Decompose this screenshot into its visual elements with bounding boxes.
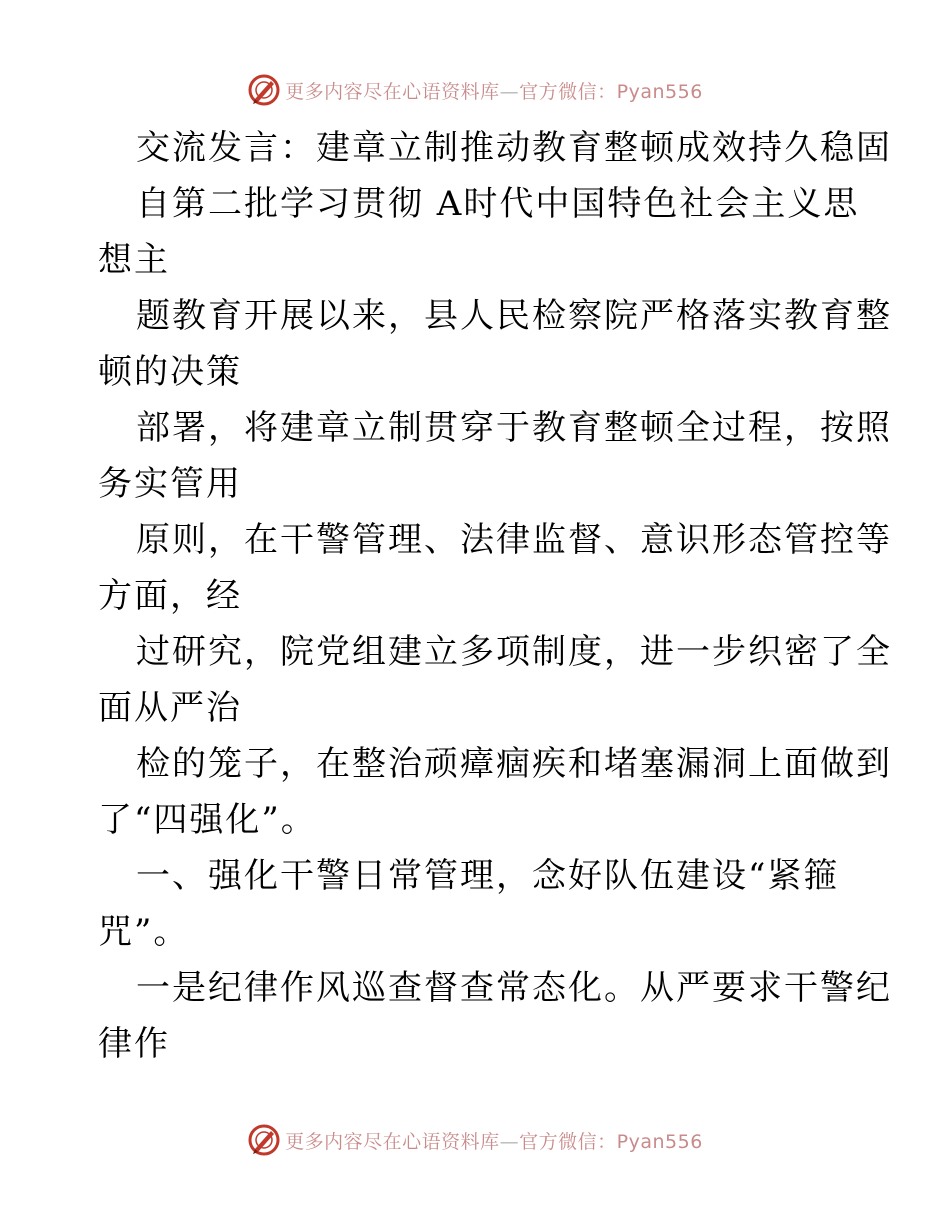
text-line: 面从严治 — [98, 688, 242, 728]
document-title: 交流发言：建章立制推动教育整顿成效持久稳固 — [136, 128, 892, 168]
text-line: 顿的决策 — [98, 352, 242, 392]
pen-logo-icon — [247, 1123, 281, 1157]
text-line: 自第二批学习贯彻 A时代中国特色社会主义思 — [136, 184, 860, 224]
document-body — [98, 120, 892, 1072]
text-line: 务实管用 — [98, 464, 242, 504]
banner-dash: — — [499, 1130, 520, 1153]
banner-dash: — — [499, 80, 520, 103]
text-line: 一是纪律作风巡查督查常态化。从严要求干警纪 — [136, 968, 892, 1008]
text-line: 了“四强化”。 — [98, 800, 317, 840]
text-line: 咒”。 — [98, 912, 190, 952]
footer-watermark-banner — [0, 1120, 950, 1160]
text-line: 检的笼子，在整治顽瘴痼疾和堵塞漏洞上面做到 — [136, 744, 892, 784]
text-line: 原则，在干警管理、法律监督、意识形态管控等 — [136, 520, 892, 560]
banner-wechat-text: 官方微信：Pyan556 — [519, 1130, 703, 1153]
pen-logo-icon — [247, 73, 281, 107]
section-heading: 一、强化干警日常管理，念好队伍建设“紧箍 — [136, 856, 840, 896]
text-line: 想主 — [98, 240, 170, 280]
text-line: 题教育开展以来，县人民检察院严格落实教育整 — [136, 296, 892, 336]
banner-wechat-text: 官方微信：Pyan556 — [519, 80, 703, 103]
banner-main-text: 更多内容尽在心语资料库 — [285, 80, 500, 103]
text-line: 过研究，院党组建立多项制度，进一步织密了全 — [136, 632, 892, 672]
text-line: 方面，经 — [98, 576, 242, 616]
text-line: 律作 — [98, 1024, 170, 1064]
text-line: 部署，将建章立制贯穿于教育整顿全过程，按照 — [136, 408, 892, 448]
banner-main-text: 更多内容尽在心语资料库 — [285, 1130, 500, 1153]
header-watermark-banner — [0, 70, 950, 110]
